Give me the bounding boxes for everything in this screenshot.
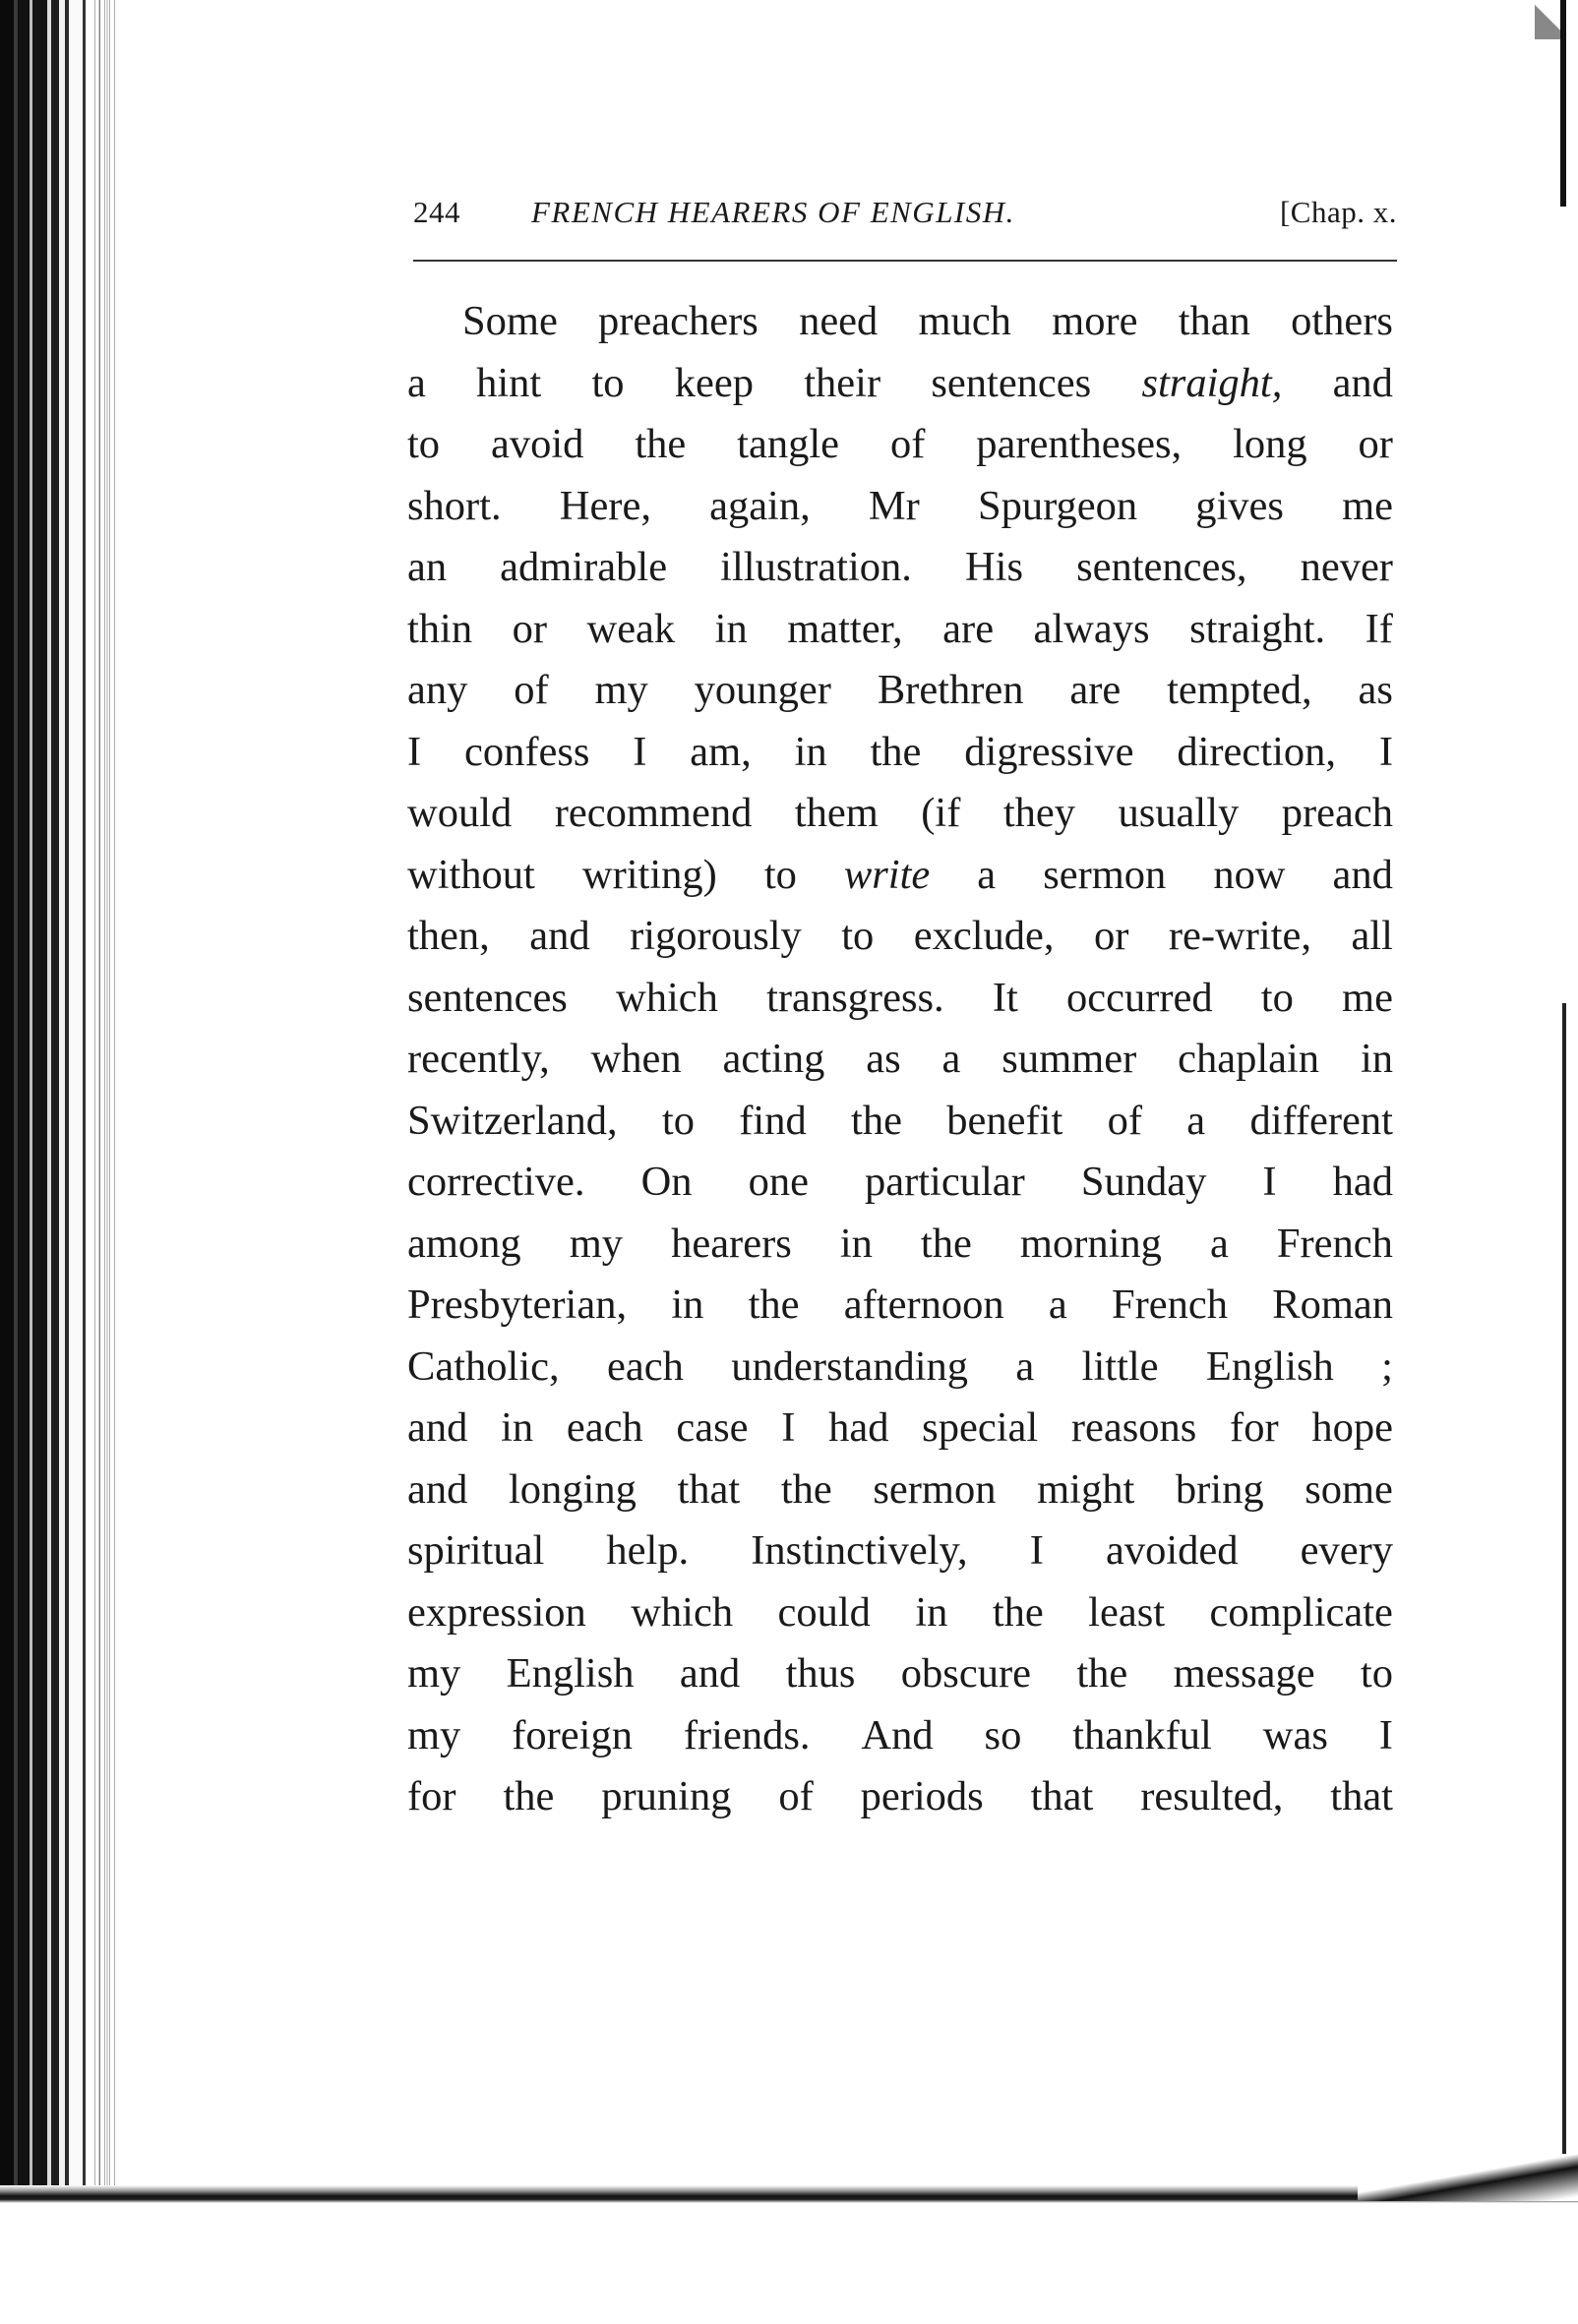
word: afternoon [843,1281,1004,1328]
word: a [1209,1220,1229,1267]
text-line [407,1091,1393,1153]
word: On [640,1159,693,1205]
word: sermon [873,1465,997,1513]
word: or [1358,421,1393,467]
word: an [407,544,448,590]
text-line [407,414,1393,476]
word: Spurgeon [977,482,1138,529]
word: a [1015,1342,1035,1390]
word: sentences [931,359,1092,406]
word: in [915,1588,948,1636]
word: morning [1019,1220,1162,1267]
word: confess [463,728,590,775]
word: long [1233,421,1307,467]
word: recommend [554,790,753,836]
word: resulted, [1140,1773,1284,1819]
word: without [407,851,535,898]
chapter-label: [Chap. x. [1279,195,1397,229]
running-head [413,195,1397,242]
text-line [407,1766,1393,1828]
word: thankful [1072,1711,1212,1758]
text-line [407,1705,1393,1767]
word: thin [407,605,473,652]
word: gives [1195,482,1284,529]
text-line [407,1582,1393,1644]
word: hearers [671,1220,792,1267]
word: Roman [1272,1281,1393,1328]
word: short. [407,482,502,529]
word: avoid [490,421,584,467]
header-rule [413,260,1397,262]
word: foreign [512,1711,633,1758]
word: rigorously [630,913,802,959]
word: spiritual [407,1527,545,1574]
word: case [676,1404,749,1451]
word: am, [690,728,752,775]
word: recently, [407,1036,550,1082]
word: again, [709,482,811,529]
word: which [616,974,718,1021]
word: and [407,1404,468,1451]
word: me [1342,974,1393,1021]
word: English [1205,1342,1334,1390]
word: and [1332,359,1393,406]
word: I [1262,1159,1277,1205]
right-page-edge-bottom [1562,1003,1566,2193]
word: a [941,1036,961,1082]
word: the [1076,1650,1128,1697]
text-line [407,1520,1393,1582]
word: the [851,1097,902,1144]
word: chaplain [1178,1036,1320,1082]
word: Switzerland, [407,1097,618,1144]
word: than [1178,298,1250,344]
word: in [794,728,827,775]
word: the [748,1281,800,1328]
word: Brethren [877,667,1024,713]
word: hope [1311,1404,1393,1451]
word: writing) [581,851,717,898]
text-line [407,1643,1393,1705]
word: friends. [683,1711,811,1758]
word: longing [508,1465,637,1513]
word: French [1276,1220,1393,1267]
word: some [1305,1465,1393,1513]
word: ; [1381,1342,1393,1390]
word: in [1360,1036,1393,1082]
word: I [1378,1711,1393,1758]
right-page-edge-top [1560,0,1566,207]
word: (if [921,790,961,836]
word: always [1033,605,1150,652]
word: so [984,1711,1022,1758]
word: the [780,1465,832,1513]
word: preach [1281,790,1393,836]
text-line [407,599,1393,661]
text-line [407,537,1393,599]
text-line [407,291,1393,353]
word: to [407,421,441,467]
word: to [1260,974,1294,1021]
word: message [1173,1650,1315,1697]
word: re-write, [1168,913,1311,959]
word: direction, [1177,728,1337,775]
word: I [407,728,422,775]
word: any [407,667,468,713]
word: I [633,728,647,775]
word: special [922,1404,1039,1451]
word: and [1332,851,1393,898]
text-line [407,722,1393,784]
word: my [407,1711,461,1758]
word: least [1088,1588,1166,1636]
word: corrective. [407,1159,585,1205]
word: younger [694,667,831,713]
text-line [407,1460,1393,1521]
word: admirable [500,544,668,590]
word: and [407,1465,468,1513]
word: the [635,421,687,467]
word: would [407,790,513,836]
word: summer [1001,1036,1137,1082]
word: avoided [1105,1527,1239,1574]
word: much [918,298,1011,344]
word: I [781,1404,796,1451]
text-line [407,845,1393,907]
word: in [671,1281,704,1328]
spine-page-edges [94,0,118,2203]
word: reasons [1070,1404,1197,1451]
word: a [1048,1281,1067,1328]
word: If [1365,605,1393,652]
word: every [1300,1527,1393,1574]
word: or [1094,913,1129,959]
word: then, [407,913,490,959]
text-line [407,476,1393,538]
word: or [512,605,548,652]
word: find [739,1097,807,1144]
word: might [1037,1465,1135,1513]
text-line [407,906,1393,968]
body-text [407,291,1393,1828]
text-line [407,1152,1393,1214]
word: others [1291,298,1393,344]
word: their [804,359,881,406]
word: a [977,851,997,898]
word: as [1358,667,1393,713]
word: more [1052,298,1138,344]
word: It [992,974,1018,1021]
word: in [839,1220,873,1267]
word: Here, [559,482,651,529]
word: as [866,1036,901,1082]
word: usually [1118,790,1240,836]
word: particular [864,1159,1025,1205]
word: for [407,1773,456,1819]
word: are [1069,667,1122,713]
running-title: FRENCH HEARERS OF ENGLISH. [531,195,1015,229]
word: little [1081,1342,1159,1390]
word: the [503,1773,555,1819]
word: one [748,1159,809,1205]
word: each [607,1342,684,1390]
word: are [942,605,995,652]
word: preachers [598,298,759,344]
text-line [407,1398,1393,1460]
word: obscure [900,1650,1031,1697]
word: parentheses, [976,421,1183,467]
word: that [1330,1773,1393,1819]
word: now [1213,851,1286,898]
italic-word: straight, [1141,359,1283,406]
word: when [590,1036,682,1082]
text-line [407,783,1393,845]
word: bring [1175,1465,1264,1513]
text-line [407,1214,1393,1276]
word: French [1111,1281,1228,1328]
word: them [794,790,879,836]
word: they [1002,790,1076,836]
italic-word: write [843,851,931,898]
word: to [661,1097,695,1144]
word: to [841,913,875,959]
word: my [569,1220,624,1267]
word: and [529,913,590,959]
word: of [889,421,926,467]
word: of [514,667,549,713]
word: tempted, [1167,667,1312,713]
word: I [1029,1527,1044,1574]
text-line [407,660,1393,722]
word: different [1249,1097,1393,1144]
word: periods [860,1773,984,1819]
word: Instinctively, [751,1527,968,1574]
word: transgress. [766,974,944,1021]
text-line [407,1337,1393,1399]
word: straight. [1189,605,1326,652]
word: Catholic, [407,1342,560,1390]
word: me [1342,482,1393,529]
word: benefit [946,1097,1063,1144]
word: had [828,1404,889,1451]
word: occurred [1065,974,1213,1021]
word: to [763,851,797,898]
text-line [407,968,1393,1030]
word: the [992,1588,1044,1636]
word: tangle [737,421,840,467]
word: the [920,1220,972,1267]
word: of [778,1773,814,1819]
word: never [1300,544,1393,590]
word: understanding [731,1342,969,1390]
word: and [679,1650,741,1697]
text-line [407,353,1393,415]
word: my [407,1650,461,1697]
word: sentences [407,974,568,1021]
word: His [964,544,1024,590]
word: each [566,1404,643,1451]
word: exclude, [913,913,1055,959]
word: in [501,1404,534,1451]
word: Some [462,298,558,344]
word: to [1360,1650,1393,1697]
word: Sunday [1080,1159,1207,1205]
word: that [1030,1773,1094,1819]
page-number: 244 [413,195,460,229]
word: illustration. [720,544,912,590]
word: keep [674,359,754,406]
word: digressive [964,728,1134,775]
word: And [861,1711,934,1758]
word: Presbyterian, [407,1281,628,1328]
word: in [714,605,748,652]
word: matter, [787,605,903,652]
word: sermon [1043,851,1167,898]
bottom-page-edge [0,2185,1578,2203]
word: which [631,1588,734,1636]
text-line [407,1029,1393,1091]
word: my [594,667,648,713]
word: sentences, [1076,544,1247,590]
word: the [870,728,922,775]
word: of [1107,1097,1142,1144]
word: all [1351,913,1393,959]
word: acting [722,1036,825,1082]
word: weak [586,605,676,652]
word: for [1230,1404,1279,1451]
text-line [407,1275,1393,1337]
word: help. [606,1527,690,1574]
word: Mr [868,482,920,529]
word: was [1262,1711,1328,1758]
word: expression [407,1588,586,1636]
word: among [407,1220,521,1267]
word: English [506,1650,635,1697]
word: a [407,359,426,406]
word: to [591,359,625,406]
word: thus [785,1650,856,1697]
word: pruning [601,1773,732,1819]
word: hint [476,359,542,406]
word: I [1378,728,1393,775]
word: that [677,1465,741,1513]
word: complicate [1209,1588,1393,1636]
bottom-page-shadow [1358,2154,1578,2201]
word: had [1332,1159,1393,1205]
word: need [799,298,879,344]
word: a [1186,1097,1206,1144]
word: could [777,1588,871,1636]
